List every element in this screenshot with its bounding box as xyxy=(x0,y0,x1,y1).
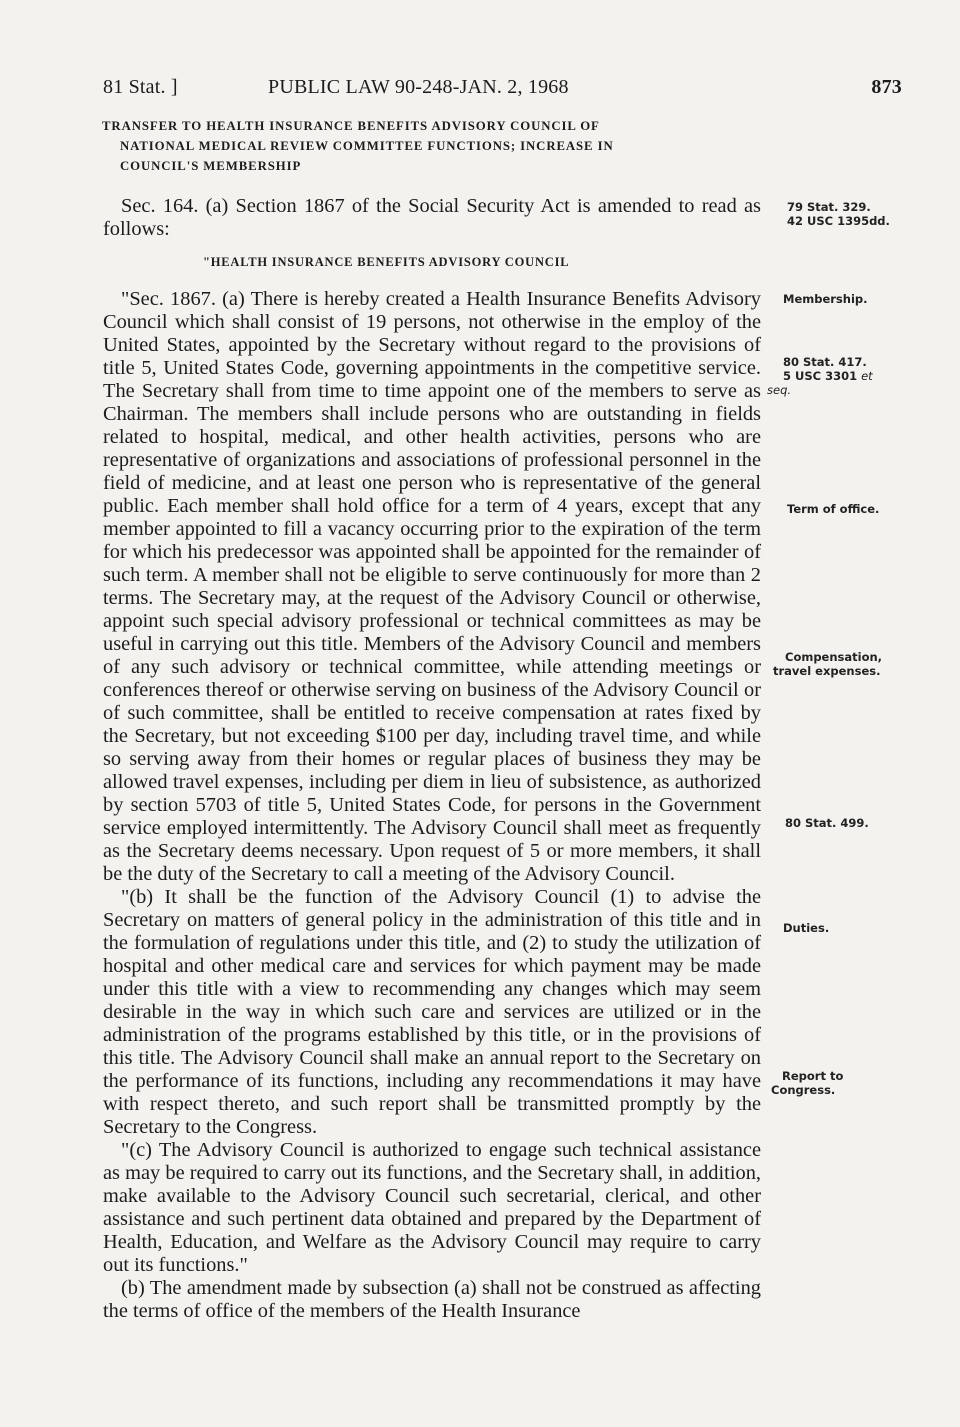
intro-paragraph xyxy=(103,195,761,241)
running-head-title: PUBLIC LAW 90-248-JAN. 2, 1968 xyxy=(268,76,569,98)
page-number: 873 xyxy=(871,76,902,98)
margin-compensation: Compensation, travel expenses. xyxy=(773,650,883,678)
paragraph-c: "(c) The Advisory Council is authorized to engage such technical assistance as may be required to carry out its functions, and the Secretary shall, in addition, make available to the Advisory Council such secretarial, clerical, and other assistance and such pertinent data obtained and prepared by the Department of Health, Education, and Welfare as the Advisory Council may require to carry out its functions." xyxy=(103,1139,761,1276)
body-paragraphs xyxy=(103,288,761,1323)
margin-citation-2: 80 Stat. 417. 5 USC 3301 et seq. xyxy=(767,355,873,397)
margin-duties: Duties. xyxy=(783,921,830,935)
intro-text: Sec. 164. (a) Section 1867 of the Social Security Act is amended to read as follows: xyxy=(103,195,761,240)
caption-line-3: COUNCIL'S MEMBERSHIP xyxy=(120,159,302,173)
margin-citation-3: 80 Stat. 499. xyxy=(785,816,869,830)
caption-line-2: NATIONAL MEDICAL REVIEW COMMITTEE FUNCTIONS; INCREASE IN xyxy=(120,139,614,153)
paragraph-b: "(b) It shall be the function of the Advisory Council (1) to advise the Secretary on matters of general policy in the administration of this title and in the formulation of regulations under this title, and (2) to study the utilization of hospital and other medical care and services for which payment may be made under this title with a view to recommending any changes which may seem desirable in the way in which such care and services are utilized or in the administration of the programs established by this title, or in the provisions of this title. The Advisory Council shall make an annual report to the Secretary on the performance of its functions, including any recommendations it may have with respect thereto, and such report shall be transmitted promptly by the Secretary to the Congress. xyxy=(103,886,761,1138)
margin-term-of-office: Term of office. xyxy=(787,502,880,516)
running-head-volume: 81 Stat. ] xyxy=(103,76,178,98)
margin-report-to-congress: Report to Congress. xyxy=(771,1069,844,1097)
caption-line-1: TRANSFER TO HEALTH INSURANCE BENEFITS ADVISORY COUNCIL OF xyxy=(102,119,600,133)
paragraph-subsection-b: (b) The amendment made by subsection (a) shall not be construed as affecting the terms of office of the members of the Health Insurance xyxy=(103,1277,761,1322)
margin-citation-1: 79 Stat. 329. 42 USC 1395dd. xyxy=(787,200,890,228)
section-caption xyxy=(104,116,764,176)
sub-heading: "HEALTH INSURANCE BENEFITS ADVISORY COUNCIL xyxy=(203,255,570,269)
margin-membership: Membership. xyxy=(783,292,868,306)
paragraph-a: "Sec. 1867. (a) There is hereby created a Health Insurance Benefits Advisory Council which shall consist of 19 persons, not otherwise in the employ of the United States, appointed by the Secretary without regard to the provisions of title 5, United States Code, governing appointments in the competitive service. The Secretary shall from time to time appoint one of the members to serve as Chairman. The members shall include persons who are outstanding in fields related to hospital, medical, and other health activities, persons who are representative of organizations and associations of professional personnel in the field of medicine, and at least one person who is representative of the general public. Each member shall hold office for a term of 4 years, except that any member appointed to fill a vacancy occurring prior to the expiration of the term for which his predecessor was appointed shall be appointed for the remainder of such term. A member shall not be eligible to serve continuously for more than 2 terms. The Secretary may, at the request of the Advisory Council or otherwise, appoint such special advisory professional or technical committees as may be useful in carrying out this title. Members of the Advisory Council and members of any such advisory or technical committee, while attending meetings or conferences thereof or otherwise serving on business of the Advisory Council or of such committee, shall be entitled to receive compensation at rates fixed by the Secretary, but not exceeding $100 per day, including travel time, and while so serving away from their homes or regular places of business they may be allowed travel expenses, including per diem in lieu of subsistence, as authorized by section 5703 of title 5, United States Code, for persons in the Government service employed intermittently. The Advisory Council shall meet as frequently as the Secretary deems necessary. Upon request of 5 or more members, it shall be the duty of the Secretary to call a meeting of the Advisory Council. xyxy=(103,288,761,885)
